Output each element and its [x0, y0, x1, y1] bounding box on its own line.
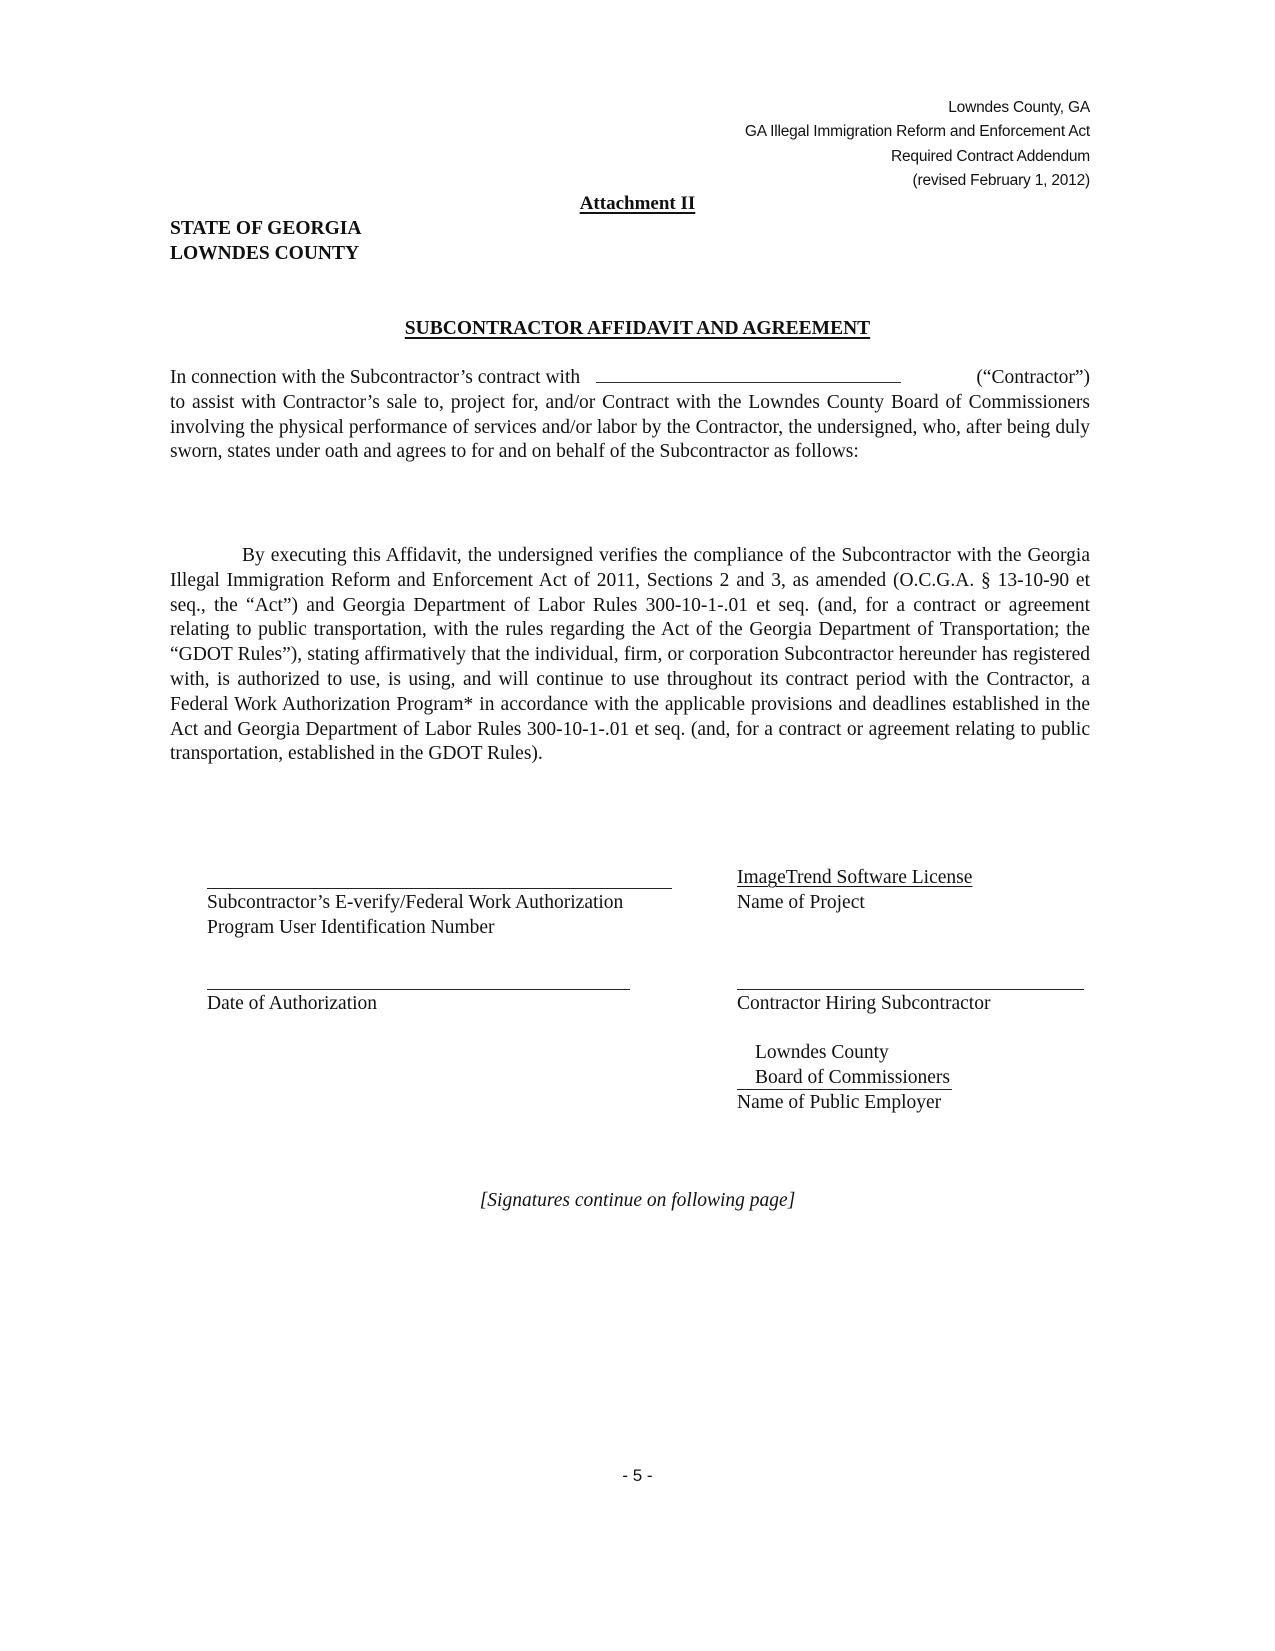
contractor-hiring-label: Contractor Hiring Subcontractor — [737, 993, 991, 1014]
project-label: Name of Project — [737, 891, 865, 913]
venue-state: STATE OF GEORGIA — [170, 218, 362, 239]
header-county: Lowndes County, GA — [948, 99, 1090, 116]
public-employer-field — [737, 1041, 952, 1115]
attachment-label: Attachment II — [579, 193, 696, 214]
header-addendum: Required Contract Addendum — [890, 147, 1090, 165]
contractor-term: (“Contractor”) — [976, 367, 1090, 388]
affidavit-text: By executing this Affidavit, the undersigned verifies the compliance of the Subcontractor with the Georgia Illegal Immigration Reform and Enforcement Act of 2011, Sections 2 and 3, as amended (O.C.G.A. § 13-10-90 et seq., the “Act”) and Georgia Department of Labor Rules 300-10-1-.01 et seq. (and, for a contract or agreement relating to public transportation, with the rules regarding the Act of the Georgia Department of Transportation; the “GDOT Rules”), stating affirmatively that the individual, firm, or corporation Subcontractor hereunder has registered with, is authorized to use, is using, and will continue to use throughout its contract period with the Contractor, a Federal Work Authorization Program* in accordance with the applicable provisions and deadlines established in the Act and Georgia Department of Labor Rules 300-10-1-.01 et seq. (and, for a contract or agreement relating to public transportation, established in the GDOT Rules). — [170, 545, 1090, 765]
project-field[interactable] — [737, 866, 972, 916]
everify-id-signature-line[interactable] — [207, 888, 672, 889]
header-revised-date: (revised February 1, 2012) — [912, 171, 1090, 189]
intro-rest: to assist with Contractor’s sale to, project for, and/or Contract with the Lowndes County Board of Commissioners involving the physical performance of services and/or labor by the Contractor, the undersigned, who, after being duly sworn, states under oath and agrees to for and on behalf of the Subcontractor as follows: — [170, 391, 1090, 463]
project-name-value: ImageTrend Software License — [737, 867, 973, 888]
public-employer-line1: Lowndes County — [755, 1042, 889, 1063]
public-employer-line2: Board of Commissioners — [737, 1067, 952, 1090]
contractor-hiring-line[interactable] — [737, 989, 1084, 990]
document-header — [745, 96, 1090, 193]
everify-id-label: Subcontractor’s E-verify/Federal Work Authorization Program User Identification Number — [207, 892, 624, 938]
public-employer-label: Name of Public Employer — [737, 1091, 942, 1113]
venue-block — [170, 216, 361, 266]
intro-first-line — [170, 366, 1090, 391]
affidavit-paragraph — [170, 544, 1090, 767]
page-number: - 5 - — [622, 1466, 653, 1485]
contractor-name-field[interactable] — [596, 366, 901, 383]
date-of-authorization-line[interactable] — [207, 989, 630, 990]
intro-lead: In connection with the Subcontractor’s contract with — [170, 367, 581, 388]
header-act: GA Illegal Immigration Reform and Enforcement Act — [744, 123, 1090, 141]
intro-paragraph — [170, 366, 1090, 465]
continuation-note: [Signatures continue on following page] — [479, 1190, 796, 1211]
venue-county: LOWNDES COUNTY — [170, 243, 360, 264]
page-title: SUBCONTRACTOR AFFIDAVIT AND AGREEMENT — [404, 318, 871, 339]
date-of-authorization-label: Date of Authorization — [207, 993, 378, 1014]
